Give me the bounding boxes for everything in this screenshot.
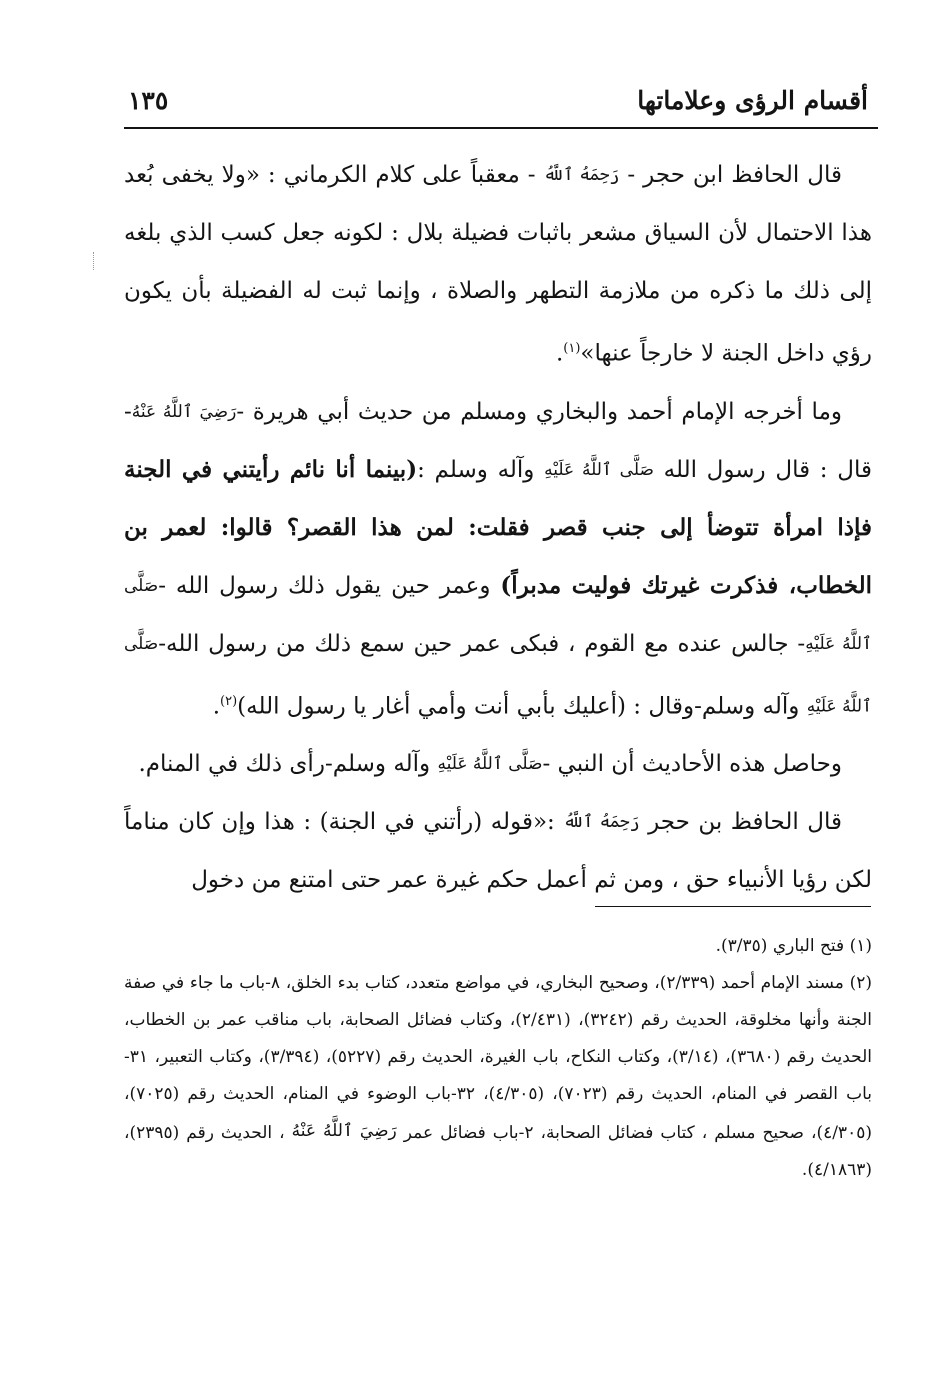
text-run: وآله وسلم : xyxy=(417,456,535,483)
text-run: (٢) مسند الإمام أحمد (٢/٣٣٩)، وصحيح البخاري، في مواضع متعدد، كتاب بدء الخلق، ٨-باب ما جاء في صفة الجنة وأنها مخلوقة، الحديث رقم (٣٢٤٢)، (٢/٤٣١)، وكتاب فضائل الصحابة، باب مناقب عمر بن الخطاب، الحديث رقم (٣٦٨٠)، (٣/١٤)، وكتاب النكاح، باب الغيرة، الحديث رقم (٥٢٢٧)، (٣/٣٩٤)، وكتاب التعبير، ٣١-باب القصر في المنام، الحديث رقم (٧٠٢٣)، (٤/٣٠٥)، ٣٢-باب الوضوء في المنام، الحديث رقم (٧٠٢٥)، (٤/٣٠٥)، صحيح مسلم ، كتاب فضائل الصحابة، ٢-باب فضائل عمر xyxy=(124,973,873,1143)
page-number: ١٣٥ xyxy=(128,86,169,115)
text-run: وقال : (أعليك بأبي أنت وأمي أغار يا رسول الله) xyxy=(237,693,695,720)
main-text xyxy=(124,146,872,909)
footnote-ref-2: (٢) xyxy=(220,693,238,709)
text-run: وآله وسلم xyxy=(332,751,431,778)
running-header-title: أقسام الرؤى وعلاماتها xyxy=(637,86,868,115)
paragraph-1: قال الحافظ ابن حجر - رَحِمَهُ ٱللَّهُ - معقباً على كلام الكرماني : «ولا يخفى بُعد هذا الاحتمال لأن السياق مشعر باثبات فضيلة بلال : لكونه جعل كسب الذي بلغه إلى ذلك ما ذكره من ملازمة التطهر والصلاة ، وإنما ثبت له الفضيلة بأن يكون رؤي داخل الجنة لا خارجاً عنها»$^{(١)}$. xyxy=(124,162,872,367)
honorific-glyph: صَلَّى ٱللَّهُ عَلَيْهِ xyxy=(124,575,872,654)
text-run: رأى ذلك في المنام. xyxy=(138,751,325,778)
honorific-glyph: رَضِيَ ٱللَّهُ عَنْهُ xyxy=(291,1121,397,1141)
honorific-glyph: صَلَّى ٱللَّهُ عَلَيْهِ xyxy=(437,754,543,775)
text-run: وحاصل هذه الأحاديث أن النبي xyxy=(557,751,842,778)
text-run: قال الحافظ بن حجر xyxy=(648,809,843,836)
text-run: :«قوله (رأتني في الجنة) : هذا وإن كان مناماً لكن رؤيا الأنبياء حق ، ومن ثم أعمل حكم غيرة عمر حتى امتنع من دخول xyxy=(124,809,872,894)
text-run: جالس عنده مع القوم ، فبكى عمر حين سمع ذلك من رسول الله xyxy=(166,630,789,657)
honorific-glyph: رَحِمَهُ ٱللَّهُ xyxy=(563,812,640,833)
text-run: قال الحافظ ابن حجر xyxy=(643,162,842,188)
text-run: قال : قال رسول الله xyxy=(663,456,872,483)
paragraph-2: وما أخرجه الإمام أحمد والبخاري ومسلم من حديث أبي هريرة -رَضِيَ ٱللَّهُ عَنْهُ- قال : قال رسول الله صَلَّى ٱللَّهُ عَلَيْهِ وآله وسلم :(بينما أنا نائم رأيتني في الجنة فإذا امرأة تتوضأ إلى جنب قصر فقلت: لمن هذا القصر؟ قالوا: لعمر بن الخطاب، فذكرت غيرتك فوليت مدبراً) وعمر حين يقول ذلك رسول الله -صَلَّى ٱللَّهُ عَلَيْهِ- جالس عنده مع القوم ، فبكى عمر حين سمع ذلك من رسول الله-صَلَّى ٱللَّهُ عَلَيْهِ وآله وسلم-وقال : (أعليك بأبي أنت وأمي أغار يا رسول الله)$^{(٢)}$. xyxy=(124,398,872,720)
header-rule xyxy=(124,127,878,129)
text-run: معقباً على كلام الكرماني : «ولا يخفى بُعد هذا الاحتمال لأن السياق مشعر باثبات فضيلة بلال : لكونه جعل كسب الذي بلغه إلى ذلك ما ذكره من ملازمة التطهر والصلاة ، وإنما ثبت له الفضيلة بأن يكون رؤي داخل الجنة لا خارجاً عنها» xyxy=(124,162,872,367)
honorific-glyph: رَضِيَ ٱللَّهُ عَنْهُ xyxy=(131,401,237,422)
paragraph-3: وحاصل هذه الأحاديث أن النبي -صَلَّى ٱللَّهُ عَلَيْهِ وآله وسلم-رأى ذلك في المنام. xyxy=(138,751,842,778)
footnote-1: (١) فتح الباري (٣/٣٥). xyxy=(715,936,872,956)
paragraph-4 xyxy=(124,793,872,909)
honorific-glyph: صَلَّى ٱللَّهُ عَلَيْهِ xyxy=(124,633,872,717)
footnotes xyxy=(124,928,872,1189)
text-run: ، الحديث رقم (٢٣٩٥)، (٤/١٨٦٣). xyxy=(124,1123,872,1180)
margin-mark xyxy=(93,252,95,270)
text-run: وما أخرجه الإمام أحمد والبخاري ومسلم من حديث أبي هريرة xyxy=(252,398,842,425)
text-run: وعمر حين يقول ذلك رسول الله xyxy=(175,572,491,599)
hadith-quote: (بينما أنا نائم رأيتني في الجنة فإذا امرأة تتوضأ إلى جنب قصر فقلت: لمن هذا القصر؟ قالوا: لعمر بن الخطاب، فذكرت غيرتك فوليت مدبراً) xyxy=(124,455,872,599)
honorific-glyph: رَحِمَهُ ٱللَّهُ xyxy=(543,165,620,185)
text-run: وآله وسلم xyxy=(701,693,800,720)
honorific-glyph: صَلَّى ٱللَّهُ عَلَيْهِ xyxy=(544,459,654,480)
footnote-rule xyxy=(595,906,871,907)
footnote-ref-1: (١) xyxy=(563,341,581,356)
footnote-2 xyxy=(124,965,872,1189)
